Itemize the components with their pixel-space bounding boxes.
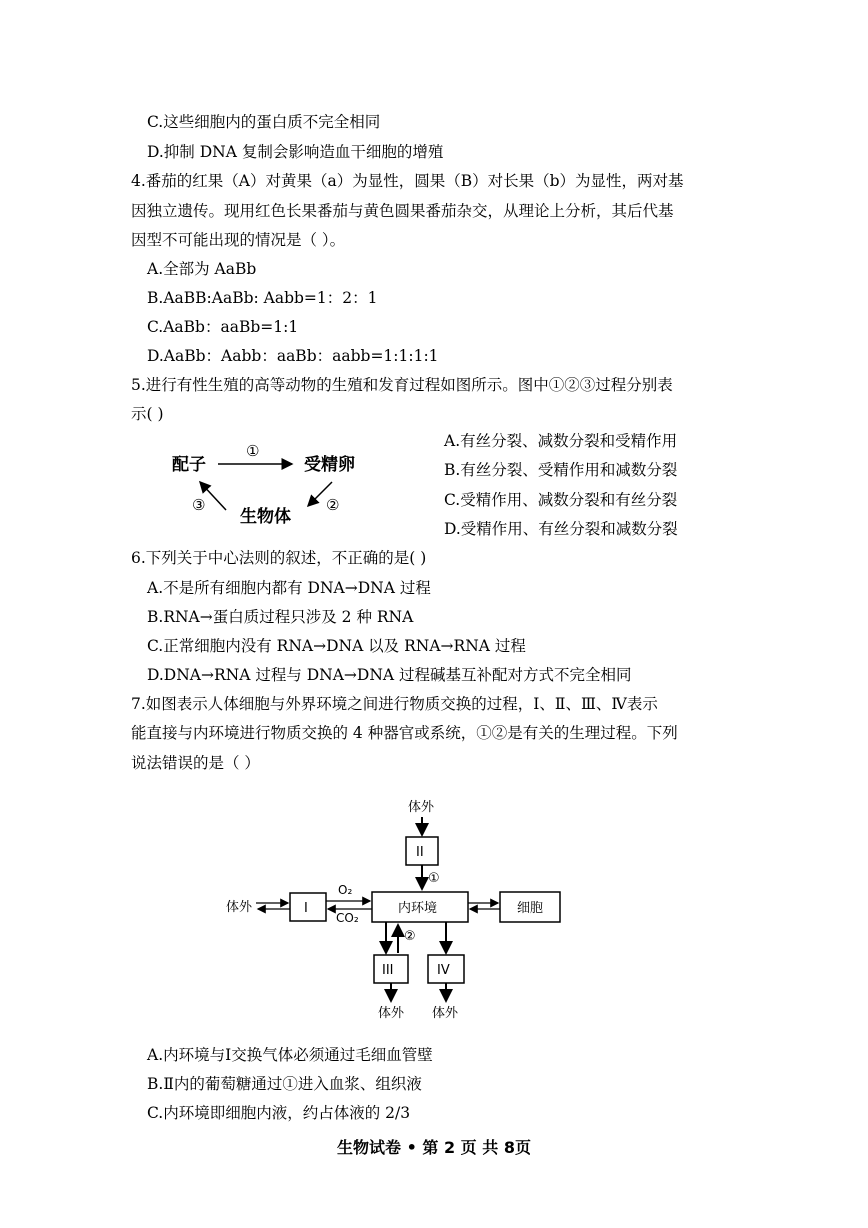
q6-option-c: C.正常细胞内没有 RNA→DNA 以及 RNA→RNA 过程	[147, 637, 526, 655]
q5-option-a: A.有丝分裂、减数分裂和受精作用	[444, 432, 678, 450]
organism-label: 生物体	[240, 507, 291, 527]
q5-stem-line-2: 示( )	[131, 405, 164, 423]
q4-stem-line-2: 因独立遗传。现用红色长果番茄与黄色圆果番茄杂交，从理论上分析，其后代基	[131, 202, 674, 220]
q3-option-c: C.这些细胞内的蛋白质不完全相同	[147, 113, 381, 131]
outside-bottom-right-label: 体外	[432, 1006, 459, 1021]
box-1-label: I	[304, 901, 308, 916]
step1-label: ①	[246, 442, 260, 460]
q7-stem-line-3: 说法错误的是（ ）	[131, 754, 260, 772]
co2-label: CO₂	[336, 911, 359, 925]
reproduction-cycle-diagram	[160, 438, 420, 534]
cell-label: 细胞	[517, 901, 544, 916]
outside-left-label: 体外	[226, 900, 253, 915]
q4-stem-line-3: 因型不可能出现的情况是（ ）。	[131, 231, 346, 249]
q6-option-b: B.RNA→蛋白质过程只涉及 2 种 RNA	[147, 608, 414, 626]
q4-option-c: C.AaBb：aaBb=1:1	[147, 318, 299, 336]
q6-option-a: A.不是所有细胞内都有 DNA→DNA 过程	[147, 579, 431, 597]
proc1-label: ①	[428, 871, 440, 886]
internal-env-label: 内环境	[398, 901, 438, 916]
step2-label: ②	[326, 496, 340, 514]
q5-option-b: B.有丝分裂、受精作用和减数分裂	[444, 461, 678, 479]
box-1	[290, 893, 326, 921]
q4-stem-line-1: 4.番茄的红果（A）对黄果（a）为显性，圆果（B）对长果（b）为显性，两对基	[131, 172, 684, 190]
q5-stem-line-1: 5.进行有性生殖的高等动物的生殖和发育过程如图所示。图中①②③过程分别表	[131, 376, 673, 394]
material-exchange-diagram	[220, 795, 580, 1025]
q7-option-c: C.内环境即细胞内液，约占体液的 2/3	[147, 1104, 411, 1122]
q5-option-c: C.受精作用、减数分裂和有丝分裂	[444, 491, 678, 509]
step3-label: ③	[192, 496, 206, 514]
q7-option-a: A.内环境与Ⅰ交换气体必须通过毛细血管壁	[147, 1046, 433, 1064]
q4-option-b: B.AaBB:AaBb: Aabb=1：2：1	[147, 289, 378, 307]
q6-option-d: D.DNA→RNA 过程与 DNA→DNA 过程碱基互补配对方式不完全相同	[147, 666, 632, 684]
box-4-label: IV	[437, 963, 450, 978]
proc2-label: ②	[404, 929, 416, 944]
q3-option-d: D.抑制 DNA 复制会影响造血干细胞的增殖	[147, 143, 444, 161]
q7-stem-line-1: 7.如图表示人体细胞与外界环境之间进行物质交换的过程，Ⅰ、Ⅱ、Ⅲ、Ⅳ表示	[131, 695, 658, 713]
q7-stem-line-2: 能直接与内环境进行物质交换的 4 种器官或系统，①②是有关的生理过程。下列	[131, 724, 678, 742]
o2-label: O₂	[338, 883, 353, 897]
outside-top-label: 体外	[408, 800, 435, 815]
q6-stem: 6.下列关于中心法则的叙述，不正确的是( )	[131, 549, 427, 567]
q4-option-d: D.AaBb：Aabb：aaBb：aabb=1:1:1:1	[147, 347, 439, 365]
outside-bottom-left-label: 体外	[378, 1006, 405, 1021]
box-3-label: III	[382, 963, 394, 978]
q4-option-a: A.全部为 AaBb	[147, 260, 257, 278]
q5-option-d: D.受精作用、有丝分裂和减数分裂	[444, 520, 678, 538]
page-footer: 生物试卷 • 第 2 页 共 8页	[337, 1138, 531, 1157]
zygote-label: 受精卵	[304, 455, 355, 475]
q7-option-b: B.Ⅱ内的葡萄糖通过①进入血浆、组织液	[147, 1075, 422, 1093]
gamete-label: 配子	[172, 455, 206, 475]
box-2-label: II	[416, 845, 424, 860]
